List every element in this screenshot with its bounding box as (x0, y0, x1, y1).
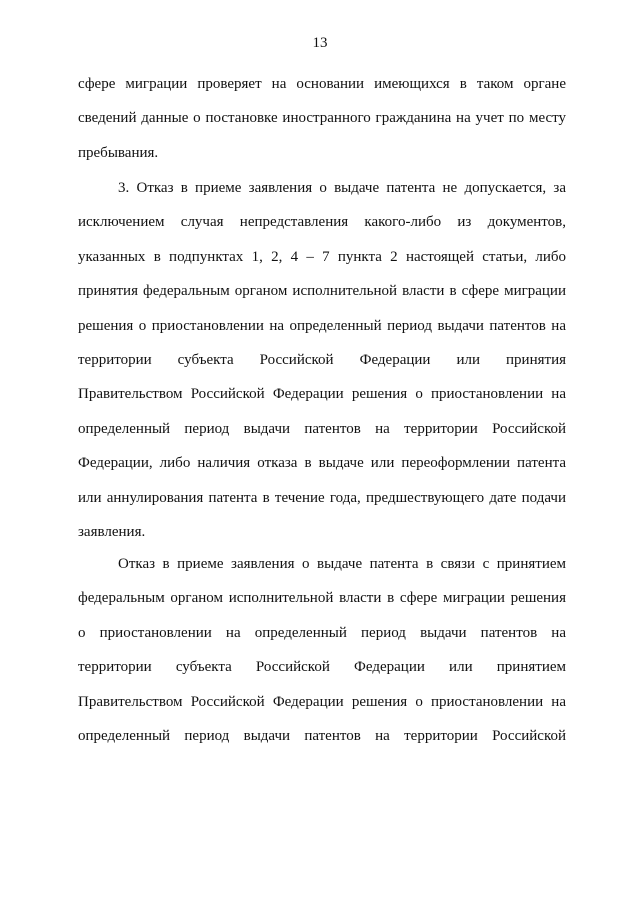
paragraph-line: решения о приостановлении на определенный период выдачи патентов на (78, 317, 566, 334)
paragraph-2 (78, 171, 566, 549)
paragraph-line: указанных в подпунктах 1, 2, 4 – 7 пункта 2 настоящей статьи, либо (78, 248, 566, 265)
paragraph-line: определенный период выдачи патентов на территории Российской (78, 727, 566, 744)
paragraph-line: определенный период выдачи патентов на территории Российской (78, 420, 566, 437)
paragraph-line: территории субъекта Российской Федерации или принятия (78, 351, 566, 368)
paragraph-3 (78, 547, 566, 753)
paragraph-line: Федерации, либо наличия отказа в выдаче или переоформлении патента (78, 455, 566, 472)
paragraph-line: территории субъекта Российской Федерации или принятием (78, 659, 566, 676)
paragraph-line: сфере миграции проверяет на основании имеющихся в таком органе (78, 76, 566, 92)
paragraph-line: сведений данные о постановке иностранного гражданина на учет по месту (78, 110, 566, 127)
paragraph-line: или аннулирования патента в течение года, предшествующего дате подачи (78, 489, 566, 506)
paragraph-line: принятия федеральным органом исполнительной власти в сфере миграции (78, 283, 566, 300)
paragraph-line: Отказ в приеме заявления о выдаче патента в связи с принятием (118, 556, 566, 572)
paragraph-line: о приостановлении на определенный период выдачи патентов на (78, 624, 566, 641)
paragraph-line: пребывания. (78, 144, 159, 161)
paragraph-line: заявления. (78, 523, 146, 540)
page-number: 13 (312, 35, 328, 51)
paragraph-line: 3. Отказ в приеме заявления о выдаче патента не допускается, за (118, 180, 566, 196)
paragraph-line: Правительством Российской Федерации решения о приостановлении на (78, 693, 566, 710)
paragraph-1 (78, 67, 566, 170)
paragraph-line: федеральным органом исполнительной власти в сфере миграции решения (78, 590, 566, 607)
paragraph-line: Правительством Российской Федерации решения о приостановлении на (78, 386, 566, 403)
paragraph-line: исключением случая непредставления какого-либо из документов, (78, 214, 566, 231)
